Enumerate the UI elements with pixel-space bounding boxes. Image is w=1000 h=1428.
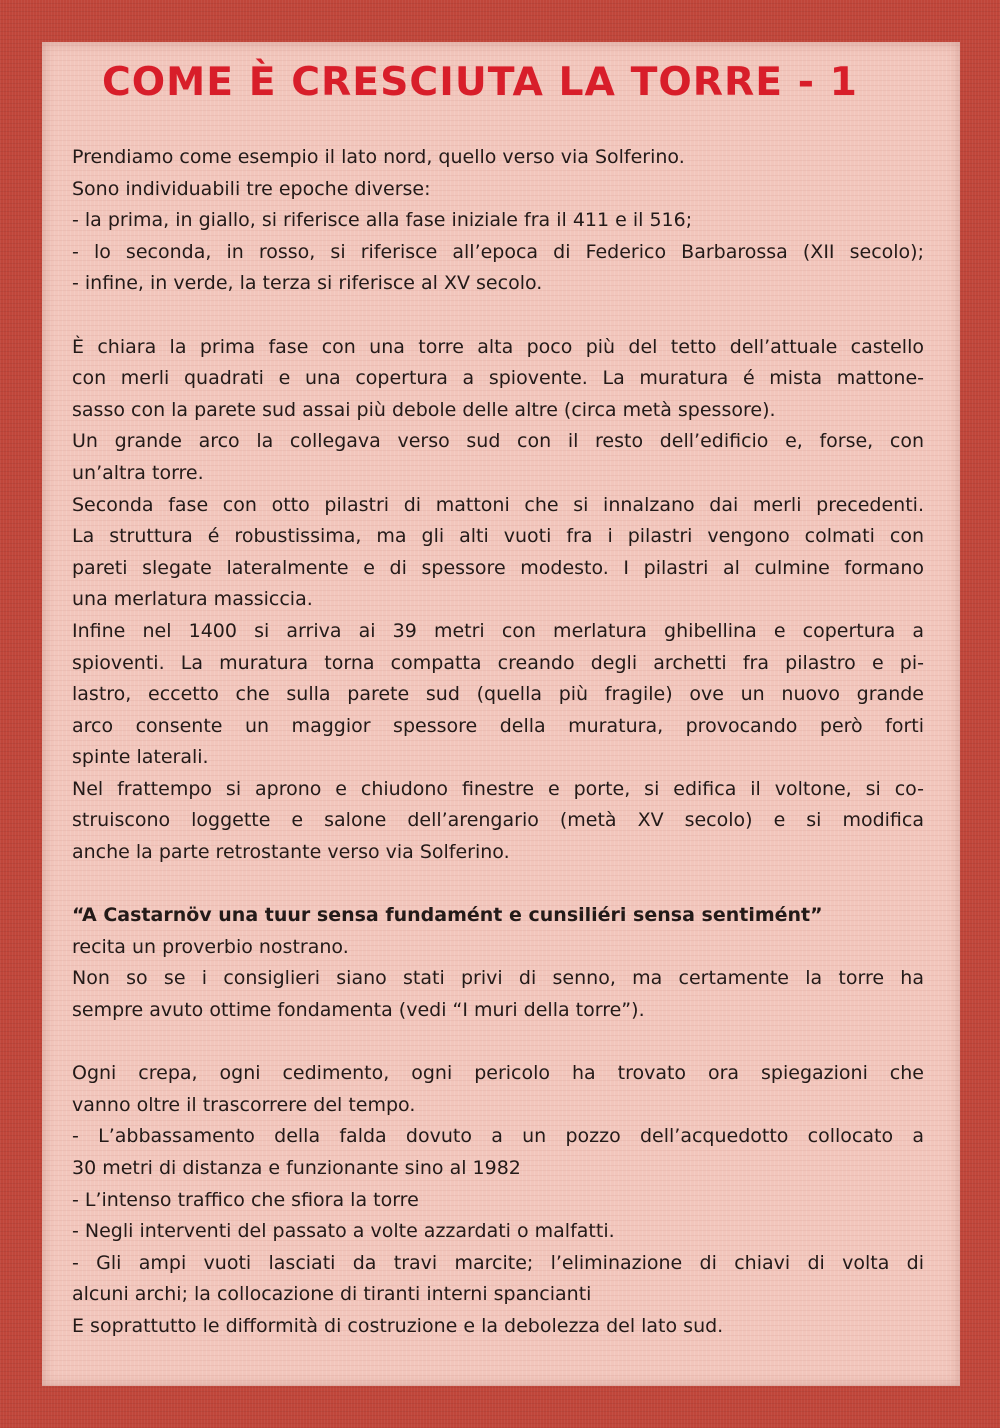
paragraph-line: Infine nel 1400 si arriva ai 39 metri con merlatura ghibellina e copertura a — [72, 619, 924, 642]
paragraph-line: vanno oltre il trascorrere del tempo. — [72, 1093, 416, 1116]
paragraph-line: pareti slegate lateralmente e di spessore modesto. I pilastri al culmine formano — [72, 556, 924, 579]
paragraph-gap — [72, 300, 924, 332]
proverb-quote: “A Castarnöv una tuur sensa fundamént e cunsiliéri sensa sentimént” — [72, 904, 823, 927]
paragraph-line: spioventi. La muratura torna compatta creando degli archetti fra pilastro e pi- — [72, 651, 924, 674]
paragraph-line: - infine, in verde, la terza si riferisce al XV secolo. — [72, 272, 543, 295]
body-text — [72, 142, 924, 1343]
paragraph-line: sempre avuto ottime fondamenta (vedi “I muri della torre”). — [72, 999, 645, 1022]
paragraph-line: La struttura é robustissima, ma gli alti vuoti fra i pilastri vengono colmati con — [72, 525, 924, 548]
paragraph-line: lastro, eccetto che sulla parete sud (quella più fragile) ove un nuovo grande — [72, 683, 924, 706]
paragraph-line: - lo seconda, in rosso, si riferisce all’epoca di Federico Barbarossa (XII secolo); — [72, 240, 924, 263]
paragraph-line: Non so se i consiglieri siano stati privi di senno, ma certamente la torre ha — [72, 967, 924, 990]
paragraph-line: - Gli ampi vuoti lasciati da travi marcite; l’eliminazione di chiavi di volta di — [72, 1251, 924, 1274]
paragraph-line: 30 metri di distanza e funzionante sino al 1982 — [72, 1157, 521, 1179]
paragraph-line: - Negli interventi del passato a volte azzardati o malfatti. — [72, 1220, 615, 1243]
paragraph-line: - L’abbassamento della falda dovuto a un pozzo dell’acquedotto collocato a — [72, 1125, 924, 1148]
paragraph-line: struiscono loggette e salone dell’arengario (metà XV secolo) e si modifica — [72, 809, 924, 832]
paragraph-line: arco consente un maggior spessore della muratura, provocando però forti — [72, 714, 924, 737]
paragraph-line: Ogni crepa, ogni cedimento, ogni pericolo ha trovato ora spiegazioni che — [72, 1062, 924, 1085]
paragraph-line: È chiara la prima fase con una torre alta poco più del tetto dell’attuale castello — [72, 335, 924, 358]
paragraph-gap — [72, 1027, 924, 1059]
paragraph-gap — [72, 869, 924, 901]
paragraph-line: anche la parte retrostante verso via Solferino. — [72, 841, 510, 864]
paragraph-line: recita un proverbio nostrano. — [72, 935, 349, 958]
paragraph-line: alcuni archi; la collocazione di tiranti interni spancianti — [72, 1283, 592, 1306]
paragraph-line: - la prima, in giallo, si riferisce alla fase iniziale fra il 411 e il 516; — [72, 209, 693, 232]
paragraph-line: una merlatura massiccia. — [72, 588, 313, 611]
page-title: COME È CRESCIUTA LA TORRE - 1 — [101, 60, 858, 105]
paragraph-line: E soprattutto le difformità di costruzione e la debolezza del lato sud. — [72, 1314, 724, 1337]
paragraph-line: spinte laterali. — [72, 746, 209, 769]
paragraph-line: Sono individuabili tre epoche diverse: — [72, 177, 431, 200]
paragraph-line: Un grande arco la collegava verso sud con il resto dell’edificio e, forse, con — [72, 430, 924, 453]
paragraph-line: un’altra torre. — [72, 461, 204, 484]
paragraph-line: sasso con la parete sud assai più debole delle altre (circa metà spessore). — [72, 398, 776, 421]
paragraph-line: - L’intenso traffico che sfiora la torre — [72, 1188, 419, 1211]
paragraph-line: Seconda fase con otto pilastri di mattoni che si innalzano dai merli precedenti. — [72, 493, 924, 516]
paragraph-line: Nel frattempo si aprono e chiudono finestre e porte, si edifica il voltone, si co- — [72, 777, 924, 800]
paragraph-line: Prendiamo come esempio il lato nord, quello verso via Solferino. — [72, 146, 685, 168]
paragraph-line: con merli quadrati e una copertura a spiovente. La muratura é mista mattone- — [72, 367, 924, 390]
